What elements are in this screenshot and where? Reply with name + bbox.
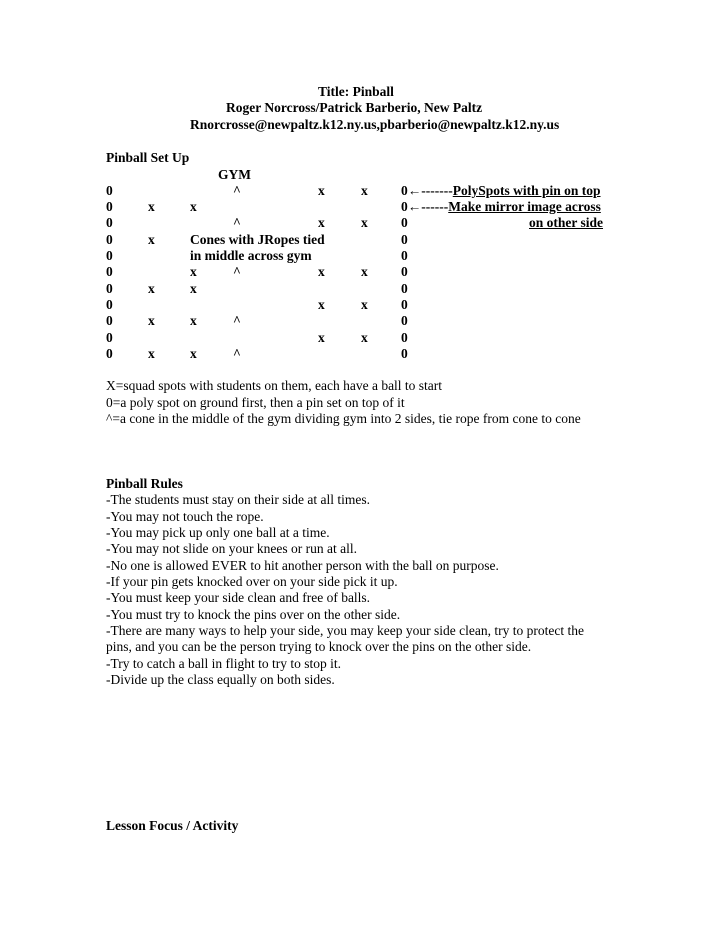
squad-spot: x	[148, 232, 155, 247]
rule-item: -No one is allowed EVER to hit another person with the ball on purpose.	[106, 558, 499, 573]
rule-item: -Try to catch a ball in flight to try to stop it.	[106, 656, 341, 671]
legend-squad-spot: X=squad spots with students on them, each have a ball to start	[106, 378, 443, 393]
squad-spot: x	[361, 264, 368, 279]
setup-heading: Pinball Set Up	[106, 150, 190, 165]
squad-spot: x	[361, 215, 368, 230]
rule-item: -There are many ways to help your side, you may keep your side clean, try to protect the	[106, 623, 584, 638]
poly-spot: 0	[106, 281, 113, 296]
poly-spot: 0	[401, 248, 408, 263]
cones-note-line2: in middle across gym	[190, 248, 312, 263]
squad-spot: x	[148, 313, 155, 328]
poly-spot: 0	[401, 232, 408, 247]
poly-spot: 0	[106, 313, 113, 328]
cone-marker: ^	[233, 264, 241, 279]
poly-spot: 0	[106, 297, 113, 312]
rules-heading: Pinball Rules	[106, 476, 183, 491]
poly-spot: 0	[106, 183, 113, 198]
poly-spot: 0	[401, 215, 408, 230]
squad-spot: x	[318, 215, 325, 230]
rule-item: -Divide up the class equally on both sides.	[106, 672, 335, 687]
other-side-note: on other side	[529, 215, 604, 230]
poly-spot: 0	[106, 264, 113, 279]
squad-spot: x	[318, 183, 325, 198]
rule-item: -You may not touch the rope.	[106, 509, 264, 524]
squad-spot: x	[190, 199, 197, 214]
rule-item: -You must try to knock the pins over on the other side.	[106, 607, 401, 622]
poly-spot: 0	[106, 199, 113, 214]
arrow-prefix: 0←------	[401, 199, 449, 214]
poly-spot: 0	[106, 232, 113, 247]
rule-item: -You must keep your side clean and free of balls.	[106, 590, 371, 605]
squad-spot: x	[190, 281, 197, 296]
poly-spot: 0	[401, 330, 408, 345]
squad-spot: x	[148, 346, 155, 361]
squad-spot: x	[318, 297, 325, 312]
cone-marker: ^	[233, 313, 241, 328]
poly-spot: 0	[106, 346, 113, 361]
poly-spot: 0	[401, 313, 408, 328]
squad-spot: x	[190, 264, 197, 279]
lesson-heading: Lesson Focus / Activity	[106, 818, 239, 833]
poly-spot: 0	[106, 215, 113, 230]
cone-marker: ^	[233, 346, 241, 361]
poly-spot: 0	[106, 248, 113, 263]
cone-marker: ^	[233, 183, 241, 198]
rule-item: -The students must stay on their side at all times.	[106, 492, 370, 507]
rule-item: -You may not slide on your knees or run at all.	[106, 541, 357, 556]
arrow-note-polyspots	[401, 183, 601, 199]
arrow-prefix: 0←-------	[401, 183, 453, 198]
squad-spot: x	[148, 281, 155, 296]
poly-spot: 0	[401, 264, 408, 279]
poly-spot: 0	[401, 281, 408, 296]
squad-spot: x	[148, 199, 155, 214]
mirror-note: Make mirror image across	[448, 199, 601, 214]
squad-spot: x	[361, 330, 368, 345]
squad-spot: x	[318, 264, 325, 279]
legend-poly-spot: 0=a poly spot on ground first, then a pin set on top of it	[106, 395, 405, 410]
squad-spot: x	[190, 313, 197, 328]
poly-spot: 0	[401, 297, 408, 312]
rule-item: -If your pin gets knocked over on your side pick it up.	[106, 574, 398, 589]
squad-spot: x	[361, 183, 368, 198]
squad-spot: x	[190, 346, 197, 361]
document-title: Title: Pinball	[318, 84, 394, 99]
poly-spot: 0	[106, 330, 113, 345]
arrow-note-mirror	[401, 199, 601, 215]
legend-cone: ^=a cone in the middle of the gym dividing gym into 2 sides, tie rope from cone to cone	[106, 411, 581, 426]
gym-label: GYM	[218, 167, 251, 182]
cone-marker: ^	[233, 215, 241, 230]
cones-note-line1: Cones with JRopes tied	[190, 232, 325, 247]
squad-spot: x	[361, 297, 368, 312]
polyspots-note: PolySpots with pin on top	[452, 183, 601, 198]
poly-spot: 0	[401, 346, 408, 361]
rule-item: -You may pick up only one ball at a time.	[106, 525, 330, 540]
authors-line: Roger Norcross/Patrick Barberio, New Paltz	[226, 100, 483, 115]
squad-spot: x	[318, 330, 325, 345]
rule-item: pins, and you can be the person trying to knock over the pins on the other side.	[106, 639, 532, 654]
emails-line: Rnorcrosse@newpaltz.k12.ny.us,pbarberio@newpaltz.k12.ny.us	[190, 117, 560, 132]
